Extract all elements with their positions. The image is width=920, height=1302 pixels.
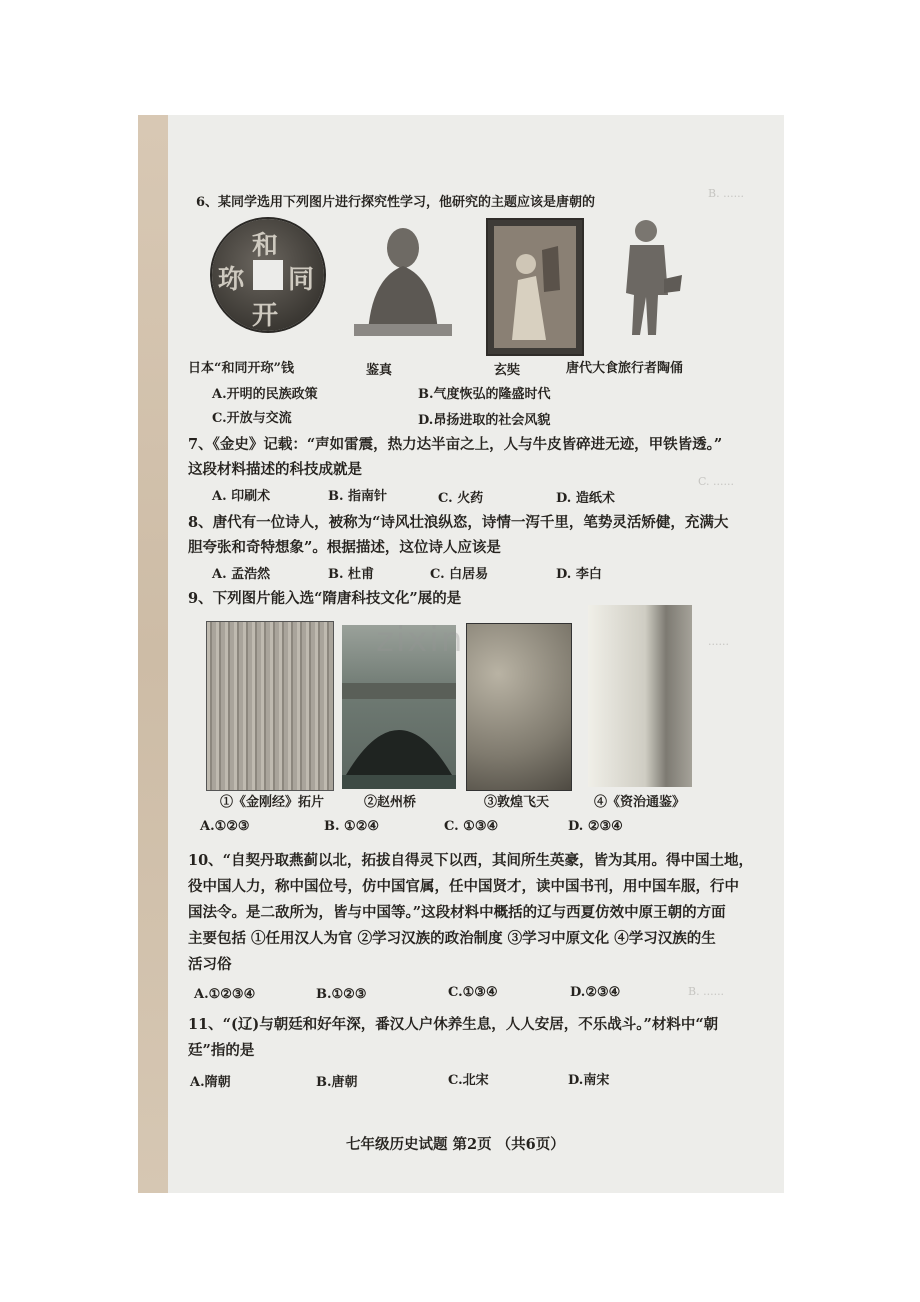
q6-option-a: A.开明的民族政策	[212, 387, 318, 402]
jianzhen-statue-image	[350, 220, 456, 338]
watermark: zixin	[376, 620, 465, 660]
q6-caption-jianzhen: 鉴真	[366, 363, 393, 378]
coin-char: 和	[252, 231, 279, 261]
dunhuang-feitian-image	[466, 623, 572, 791]
q8-line1: 8、唐代有一位诗人，被称为“诗风壮浪纵恣，诗情一泻千里，笔势灵活矫健，充满大	[188, 514, 729, 531]
q10-line5: 活习俗	[188, 956, 232, 973]
q11-option-c: C.北宋	[448, 1073, 489, 1088]
q6-caption-coin: 日本“和同开珎”钱	[188, 361, 294, 376]
coin-char: 开	[252, 301, 279, 331]
bleed-through-text: B. ......	[708, 187, 745, 200]
q7-option-a: A. 印刷术	[212, 489, 271, 504]
bleed-through-text: ......	[708, 635, 729, 648]
q10-line4: 主要包括 ①任用汉人为官 ②学习汉族的政治制度 ③学习中原文化 ④学习汉族的生	[188, 930, 716, 947]
q8-option-a: A. 孟浩然	[212, 567, 271, 582]
table-edge	[138, 115, 168, 1193]
q9-option-d: D. ②③④	[568, 819, 623, 834]
q9-caption-1: ①《金刚经》拓片	[220, 795, 325, 810]
bleed-through-text: C. ......	[698, 475, 734, 488]
tang-traveler-figurine-image	[618, 215, 684, 343]
coin-char: 珎	[218, 265, 245, 295]
q10-option-d: D.②③④	[570, 985, 621, 1000]
q11-option-d: D.南宋	[568, 1073, 610, 1088]
q9-caption-2: ②赵州桥	[364, 795, 417, 810]
q9-option-b: B. ①②④	[324, 819, 380, 834]
q8-option-d: D. 李白	[556, 567, 602, 582]
exam-paper	[168, 115, 784, 1193]
q9-caption-3: ③敦煌飞天	[484, 795, 550, 810]
q9-stem: 9、下列图片能入选“隋唐科技文化”展的是	[188, 590, 462, 607]
q7-line2: 这段材料描述的科技成就是	[188, 461, 362, 478]
q11-line2: 廷”指的是	[188, 1042, 255, 1059]
q6-stem: 6、某同学选用下列图片进行探究性学习，他研究的主题应该是唐朝的	[196, 195, 596, 210]
q6-caption-xuanzang: 玄奘	[494, 363, 521, 378]
q10-option-c: C.①③④	[448, 985, 498, 1000]
q7-line1: 7、《金史》记载：“声如雷震，热力达半亩之上，人与牛皮皆碎进无迹，甲铁皆透。”	[188, 436, 723, 453]
q10-line2: 役中国人力，称中国位号，仿中国官属，任中国贤才，读中国书刊，用中国车服，行中	[188, 878, 739, 895]
q9-option-a: A.①②③	[200, 819, 250, 834]
q11-option-a: A.隋朝	[190, 1075, 231, 1090]
zizhi-tongjian-image	[588, 605, 692, 787]
document-photo	[138, 115, 784, 1193]
q6-option-d: D.昂扬进取的社会风貌	[418, 413, 551, 428]
coin-char: 同	[288, 265, 315, 295]
q8-option-c: C. 白居易	[430, 567, 489, 582]
q10-line1: 10、“自契丹取燕蓟以北，拓拔自得灵下以西，其间所生英豪，皆为其用。得中国土地，	[188, 852, 754, 869]
q9-caption-4: ④《资治通鉴》	[594, 795, 686, 810]
bleed-through-text: B. ......	[688, 985, 725, 998]
q6-option-b: B.气度恢弘的隆盛时代	[418, 387, 551, 402]
q6-option-c: C.开放与交流	[212, 411, 292, 426]
q9-option-c: C. ①③④	[444, 819, 499, 834]
q10-line3: 国法令。是二敌所为，皆与中国等。”这段材料中概括的辽与西夏仿效中原王朝的方面	[188, 904, 726, 921]
q10-option-a: A.①②③④	[194, 987, 256, 1002]
diamond-sutra-rubbing-image	[206, 621, 334, 791]
q10-option-b: B.①②③	[316, 987, 367, 1002]
q11-line1: 11、“(辽)与朝廷和好年深，番汉人户休养生息，人人安居，不乐战斗。”材料中“朝	[188, 1016, 719, 1033]
page-footer: 七年级历史试题 第2页 （共6页）	[346, 1136, 565, 1153]
q7-option-b: B. 指南针	[328, 489, 388, 504]
coin-image	[212, 219, 324, 331]
q7-option-c: C. 火药	[438, 491, 484, 506]
xuanzang-image	[486, 218, 584, 356]
q8-option-b: B. 杜甫	[328, 567, 375, 582]
q6-caption-figurine: 唐代大食旅行者陶俑	[566, 361, 684, 376]
q8-line2: 胆夸张和奇特想象”。根据描述，这位诗人应该是	[188, 539, 501, 556]
q11-option-b: B.唐朝	[316, 1075, 358, 1090]
coin-hole	[253, 260, 283, 290]
q7-option-d: D. 造纸术	[556, 491, 615, 506]
